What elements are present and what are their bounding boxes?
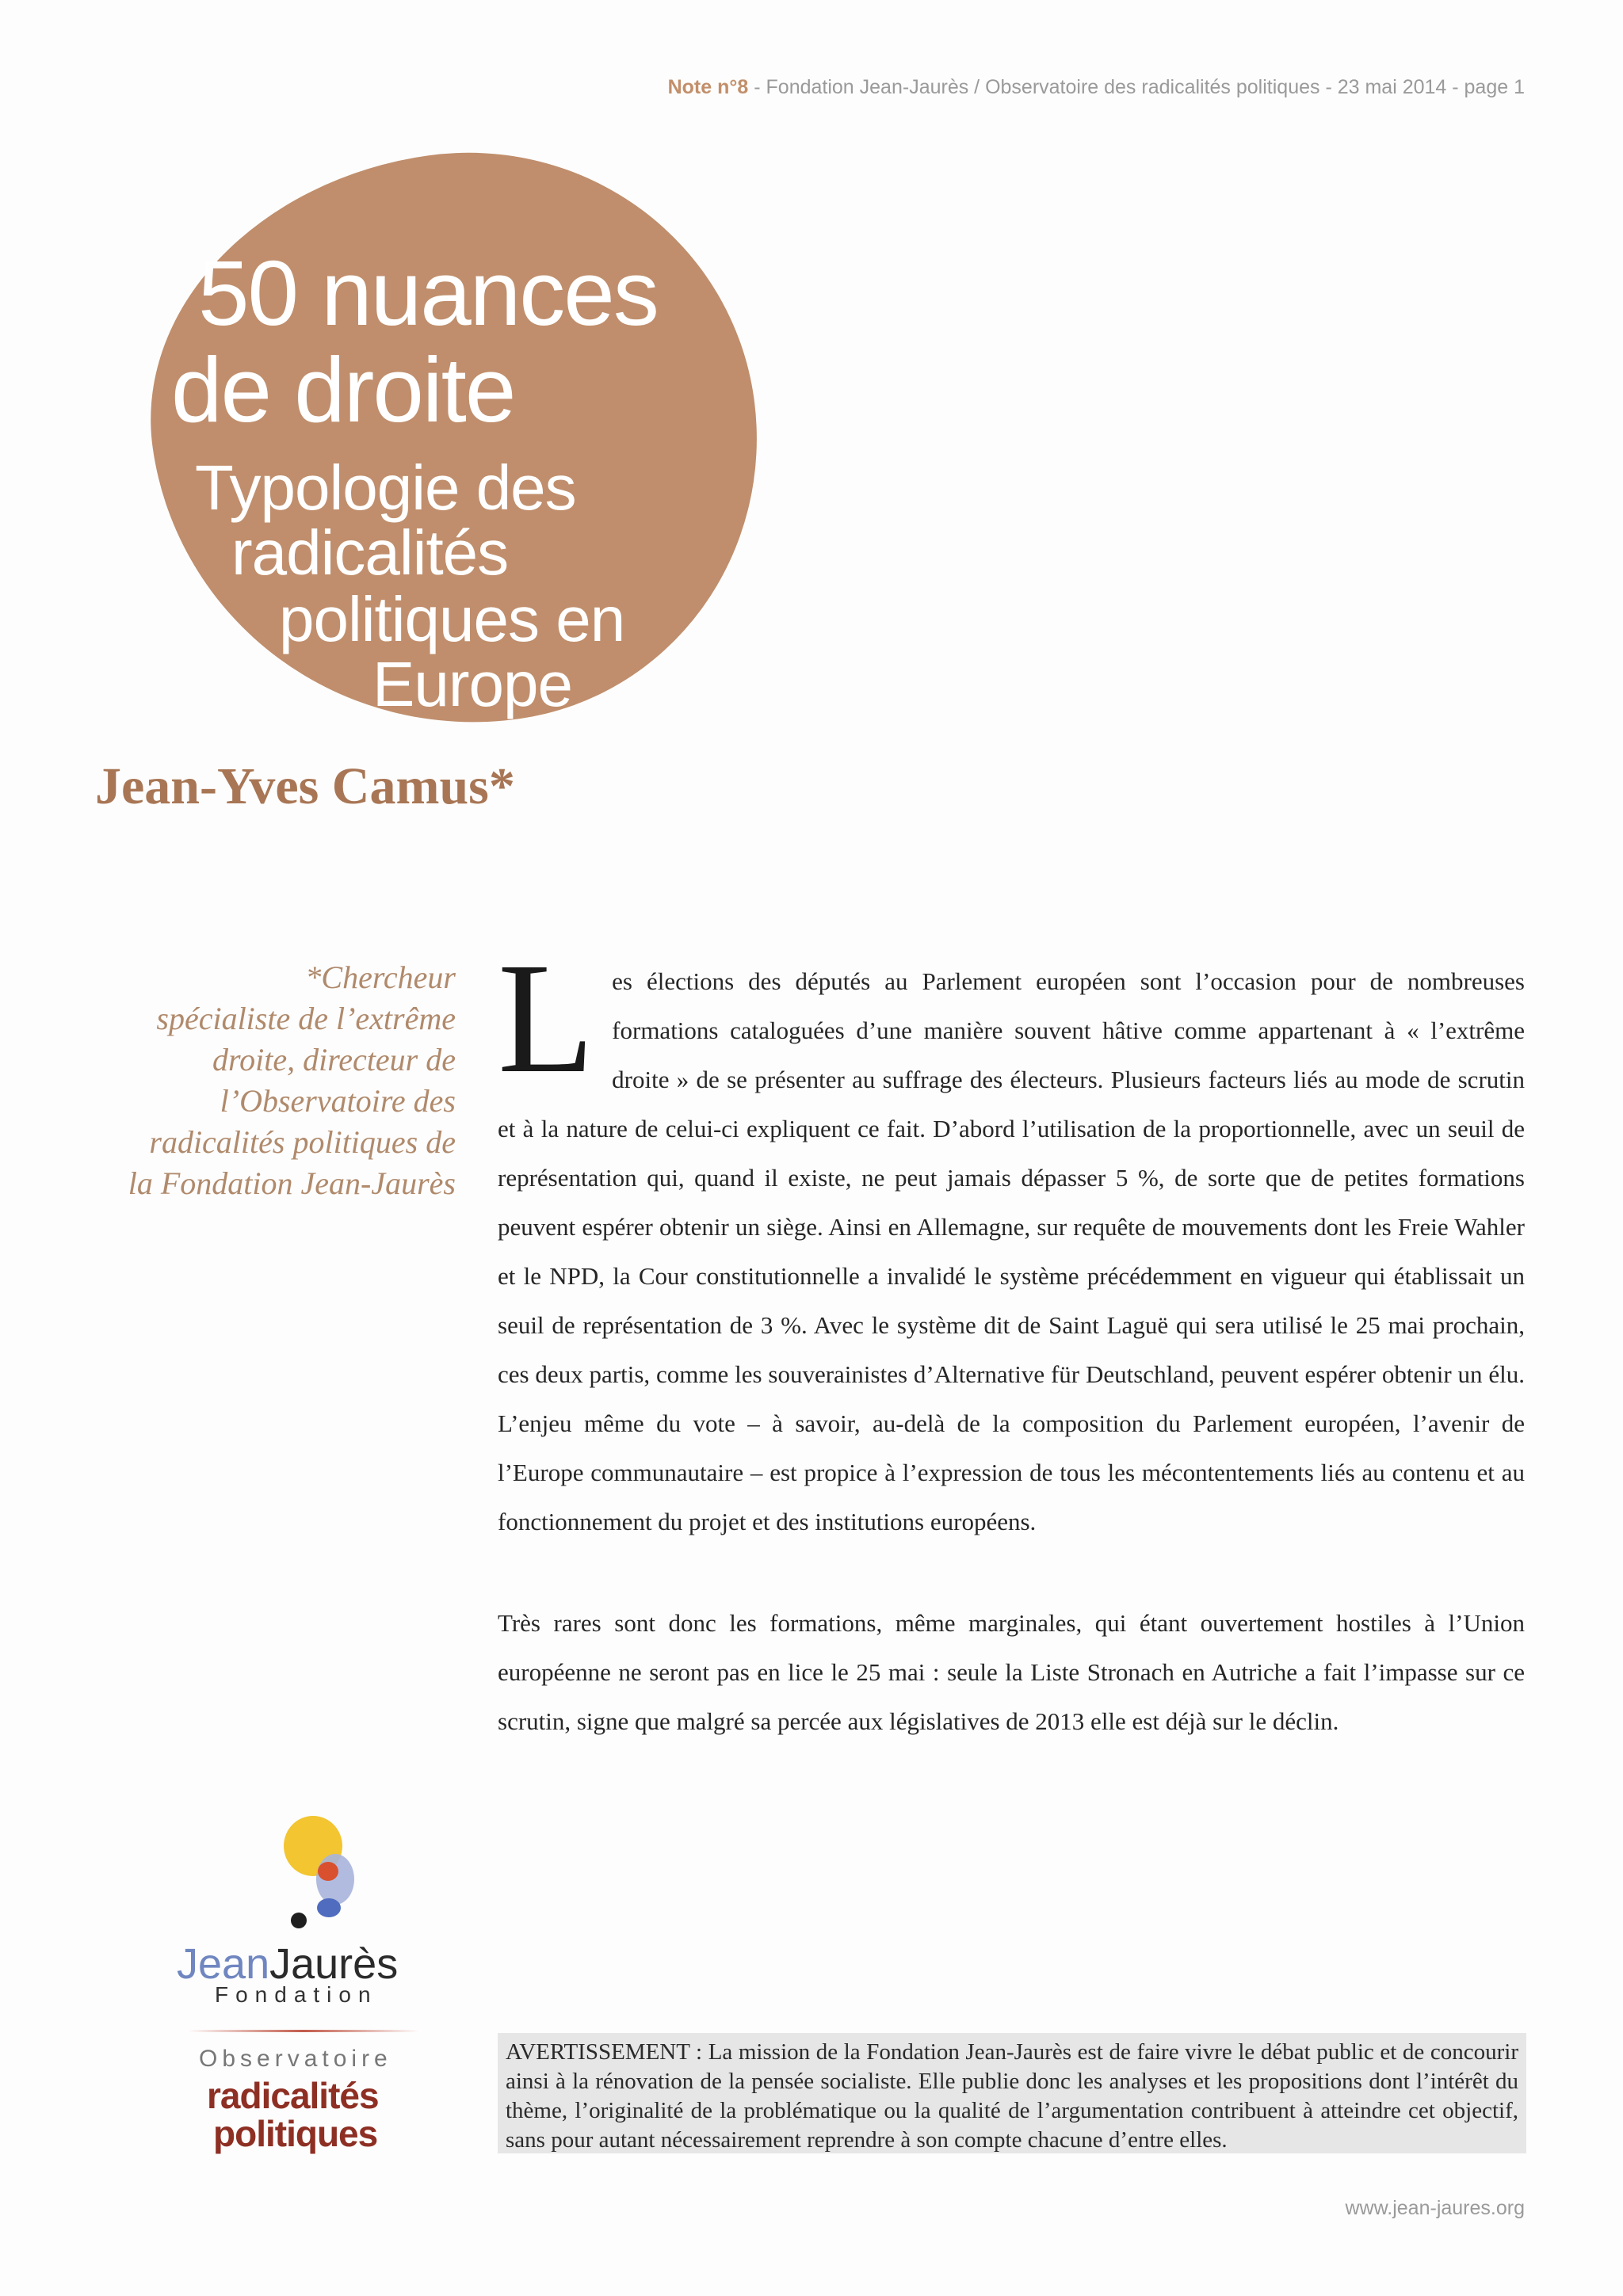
paragraph-1 [498,931,1525,1547]
logo-mark-icon [162,1814,432,1941]
logo-jaures: Jaurès [269,1940,399,1988]
logo-black-dot [291,1913,307,1928]
author-name: Jean-Yves Camus* [95,757,515,815]
author-note [123,957,456,1204]
logo-jean: Jean [177,1940,270,1988]
author-note-line: droite, directeur de [212,1042,456,1077]
author-note-line: radicalités politiques de [149,1124,456,1160]
logo-lavender-dot [316,1854,354,1905]
subtitle-line-1: Typologie des [195,452,576,523]
logo-fondation: Fondation [215,1982,378,2007]
logo-wordmark [177,1939,398,1989]
fondation-logo [162,1814,432,2155]
subtitle-line-2: radicalités [231,517,509,588]
logo-politiques: politiques [213,2113,378,2154]
paragraph-1-text: es élections des députés au Parlement européen sont l’occasion pour de nombreuses formations cataloguées d’une manière souvent hâtive comme appartenant à « l’extrême droite » de se présenter au suffrage des électeurs. Plusieurs facteurs liés au mode de scrutin et à la nature de celui-ci expliquent ce fait. D’abord l’utilisation de la proportionnelle, avec un seuil de représentation qui, quand il existe, ne peut jamais dépasser 5 %, de sorte que de petites formations peuvent espérer obtenir un siège. Ainsi en Allemagne, sur requête de mouvements dont les Freie Wahler et le NPD, la Cour constitutionnelle a invalidé le système précédemment en vigueur qui établissait un seuil de représentation de 3 %. Avec le système dit de Saint Laguë qui sera utilisé le 25 mai prochain, ces deux partis, comme les souverainistes d’Alternative für Deutschland, peuvent espérer obtenir un élu. L’enjeu même du vote – à savoir, au-delà de la composition du Parlement européen, l’avenir de l’Europe communautaire – est propice à l’expression de tous les mécontentements liés au contenu et au fonctionnement du projet et des institutions européens. [498,967,1525,1535]
author-note-line: la Fondation Jean-Jaurès [128,1165,456,1201]
logo-radicalites: radicalités [207,2075,379,2116]
paragraph-2: Très rares sont donc les formations, même marginales, qui étant ouvertement hostiles à l’Union européenne ne seront pas en lice le 25 mai : seule la Liste Stronach en Autriche a fait l’impasse sur ce scrutin, signe que malgré sa percée aux législatives de 2013 elle est déjà sur le déclin. [498,1609,1525,1735]
logo-blue-dot [317,1898,341,1917]
page-header [668,76,1525,99]
title-line-1: 50 nuances [198,242,658,345]
subtitle-line-4: Europe [372,649,572,719]
logo-observatoire: Observatoire [199,2046,392,2072]
author-note-line: spécialiste de l’extrême [156,1001,456,1036]
author-note-line: l’Observatoire des [220,1083,456,1119]
header-text: - Fondation Jean-Jaurès / Observatoire des radicalités politiques - 23 mai 2014 - page 1 [748,76,1525,98]
note-number: Note n°8 [667,76,749,98]
subtitle-line-3: politiques en [279,584,625,654]
footer-link[interactable]: www.jean-jaures.org [1345,2197,1525,2219]
article-body [498,931,1525,1798]
disclaimer-box: AVERTISSEMENT : La mission de la Fondation Jean-Jaurès est de faire vivre le débat public et de concourir ainsi à la rénovation de la pensée socialiste. Elle publie donc les analyses et les propositions dont l’intérêt du thème, l’originalité de la problématique ou la qualité de l’argumentation contribuent à atteindre cet objectif, sans pour autant nécessairement reprendre à son compte chacune d’entre elles. [498,2033,1526,2153]
drop-cap: L [498,931,595,1106]
logo-divider [186,2030,421,2032]
author-note-line: *Chercheur [305,959,456,995]
title-line-2: de droite [171,338,515,441]
logo-red-dot [318,1862,338,1881]
